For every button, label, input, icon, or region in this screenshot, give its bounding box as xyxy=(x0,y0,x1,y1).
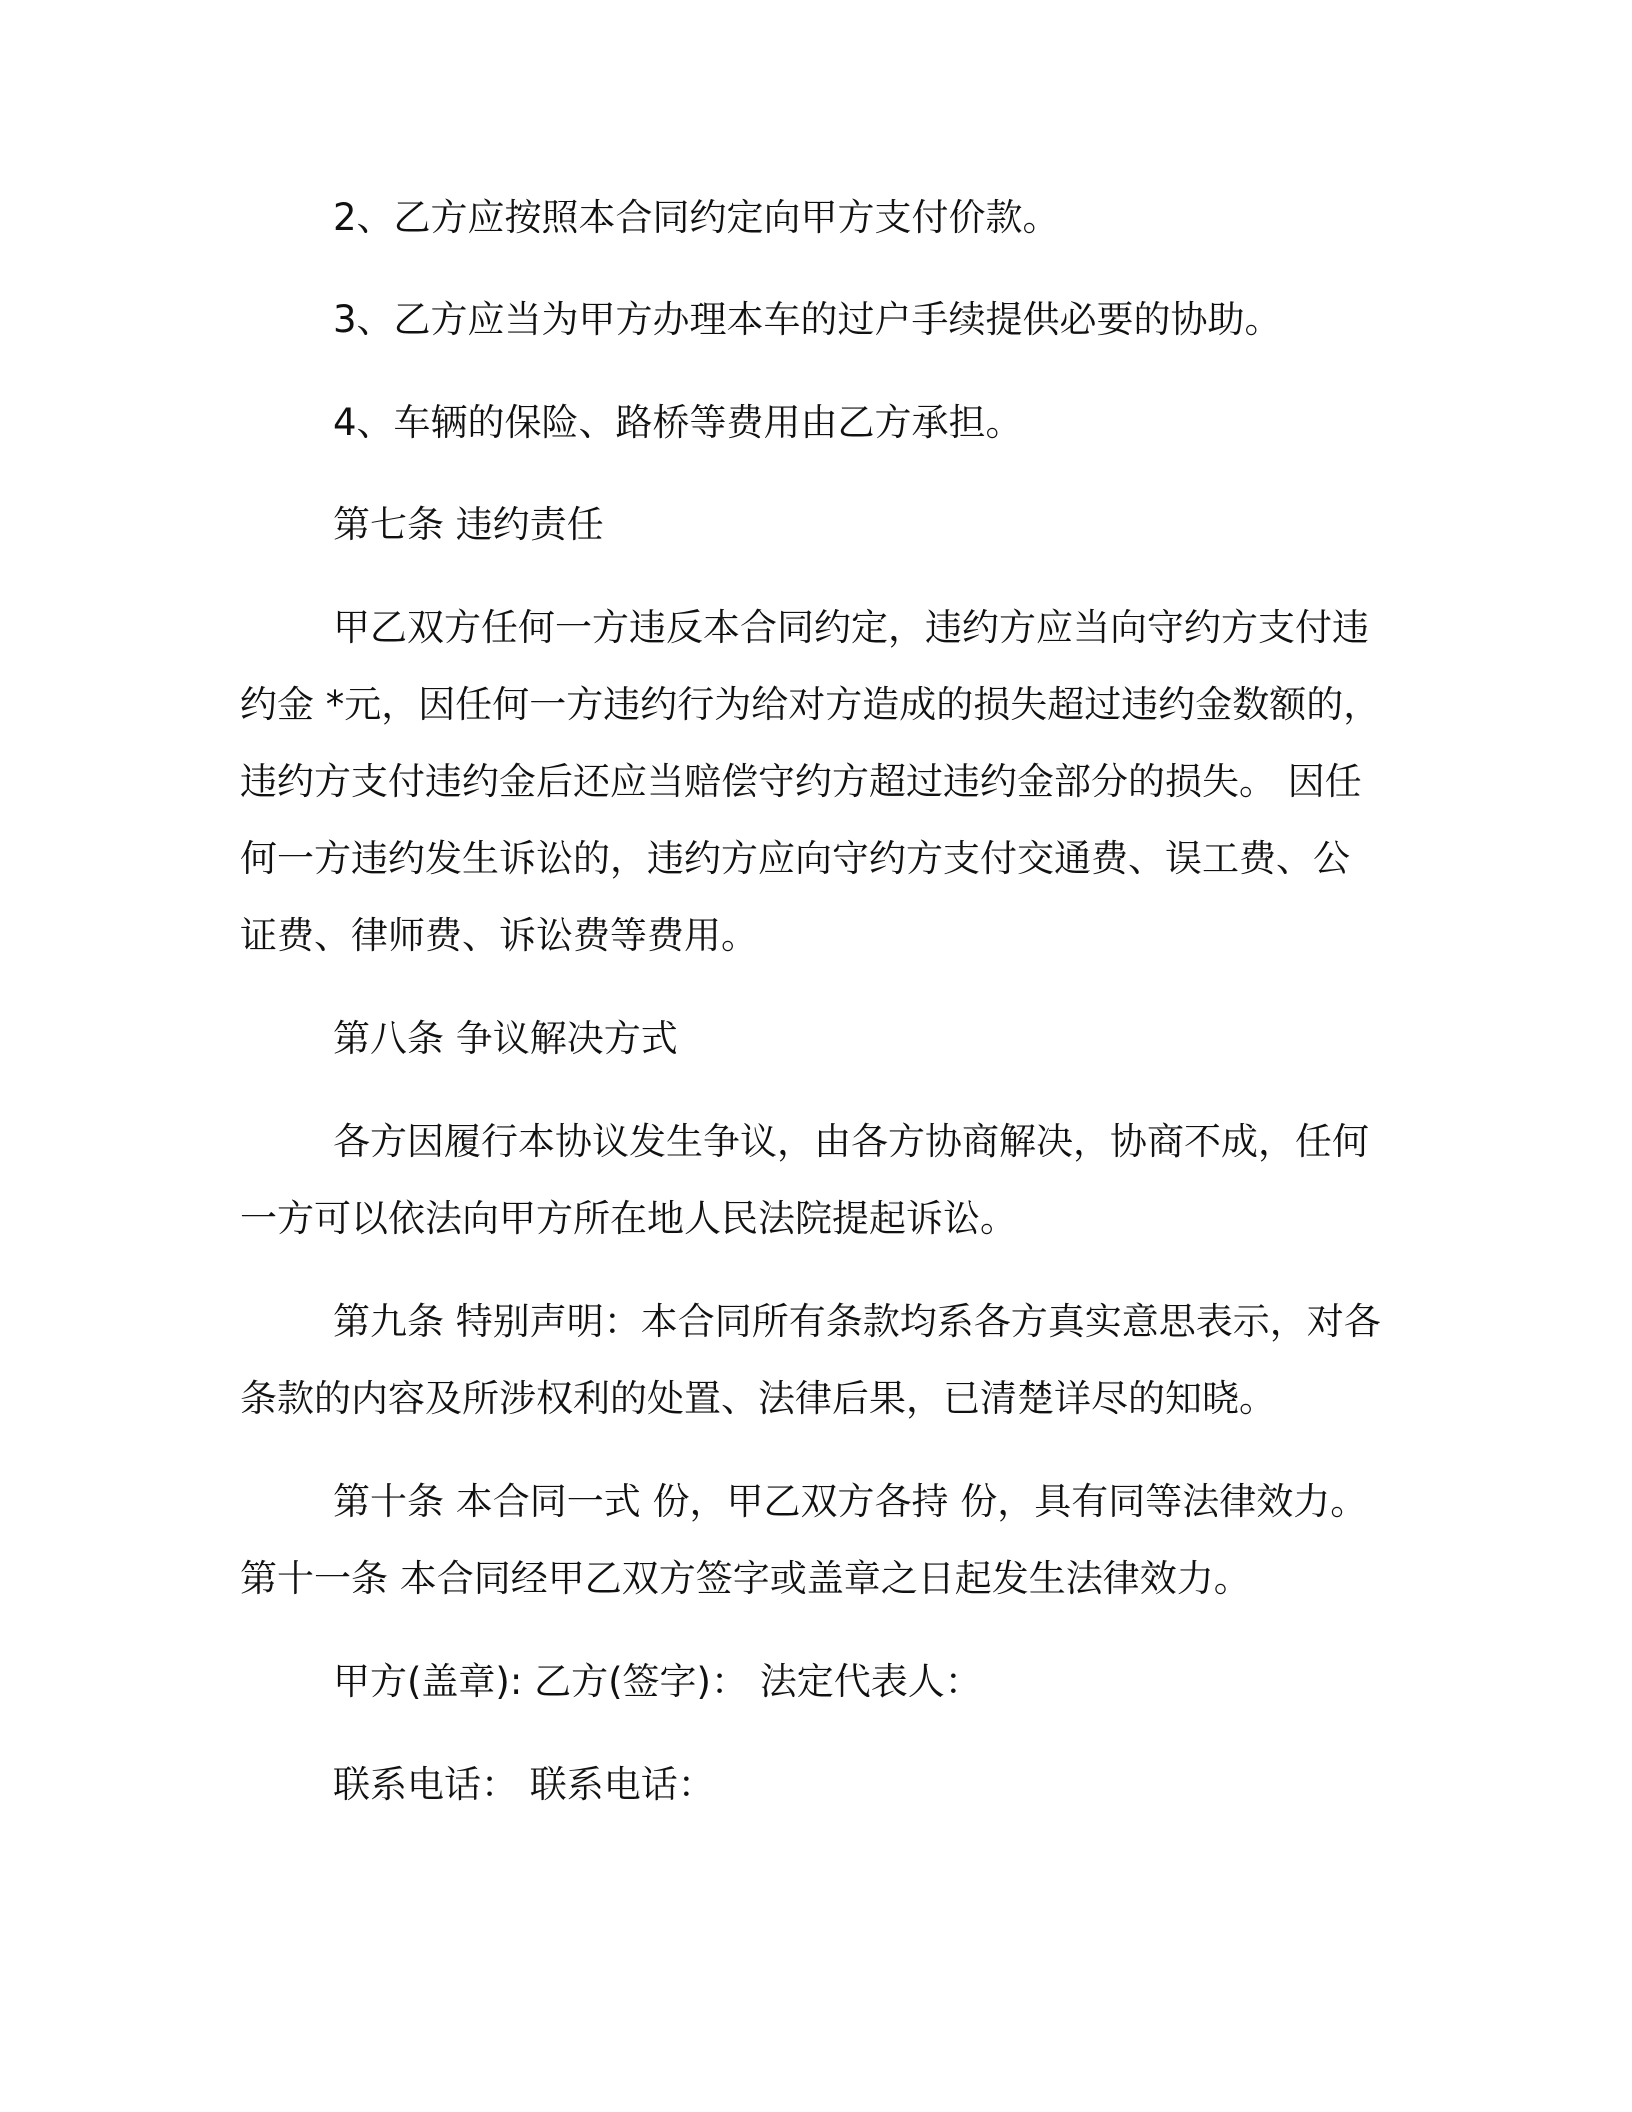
clause-8-body-line-2: 一方可以依法向甲方所在地人民法院提起诉讼。 xyxy=(240,1197,1017,1240)
clause-7-heading: 第七条 违约责任 xyxy=(333,503,604,546)
clause-7-body-line-5: 证费、律师费、诉讼费等费用。 xyxy=(240,914,758,957)
signature-party-line: 甲方(盖章): 乙方(签字)： 法定代表人： xyxy=(333,1660,982,1703)
clause-9-line-2: 条款的内容及所涉权利的处置、法律后果，已清楚详尽的知晓。 xyxy=(240,1377,1276,1420)
clause-9-line-1: 第九条 特别声明：本合同所有条款均系各方真实意思表示，对各 xyxy=(333,1300,1381,1343)
clause-7-body-line-4: 何一方违约发生诉讼的，违约方应向守约方支付交通费、误工费、公 xyxy=(240,837,1350,880)
clause-7-body-line-3: 违约方支付违约金后还应当赔偿守约方超过违约金部分的损失。 因任 xyxy=(240,760,1362,803)
clause-10: 第十条 本合同一式 份，甲乙双方各持 份，具有同等法律效力。 xyxy=(333,1480,1368,1523)
clause-7-body-line-2: 约金 *元，因任何一方违约行为给对方造成的损失超过违约金数额的， xyxy=(240,683,1381,726)
clause-6-item-4: 4、车辆的保险、路桥等费用由乙方承担。 xyxy=(333,401,1023,444)
clause-11: 第十一条 本合同经甲乙双方签字或盖章之日起发生法律效力。 xyxy=(240,1557,1251,1600)
clause-8-heading: 第八条 争议解决方式 xyxy=(333,1017,678,1060)
clause-6-item-3: 3、乙方应当为甲方办理本车的过户手续提供必要的协助。 xyxy=(333,298,1282,341)
contact-phone-line: 联系电话： 联系电话： xyxy=(333,1763,715,1806)
clause-6-item-2: 2、乙方应按照本合同约定向甲方支付价款。 xyxy=(333,196,1060,239)
clause-8-body-line-1: 各方因履行本协议发生争议，由各方协商解决，协商不成，任何 xyxy=(333,1120,1369,1163)
clause-7-body-line-1: 甲乙双方任何一方违反本合同约定，违约方应当向守约方支付违 xyxy=(333,606,1369,649)
